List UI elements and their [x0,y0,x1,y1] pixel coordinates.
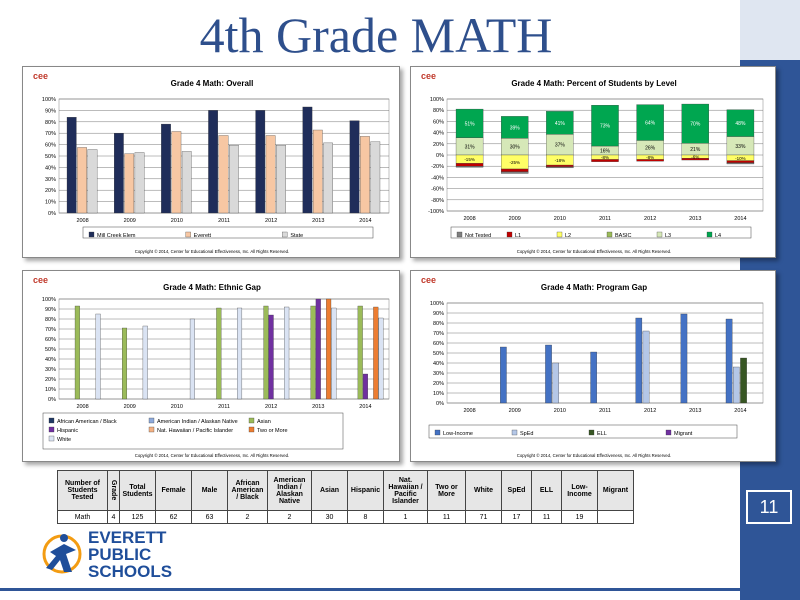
copyright-note: Copyright © 2014, Center for Educational Effectiveness, Inc. All Rights Reserved. [134,453,290,458]
brand-line-3: SCHOOLS [88,562,173,581]
bar-segment [501,172,528,174]
table-header-cell: White [466,471,502,511]
y-tick-label: 40% [44,165,56,172]
students-tested-table [57,470,634,524]
y-tick-label: 0% [48,397,56,403]
y-tick-label: 20% [44,377,56,383]
y-tick-label: 70% [432,331,444,337]
page-number: 11 [746,490,792,524]
table-cell: 11 [428,511,466,524]
legend-swatch [49,418,54,423]
bar [643,331,649,403]
legend-label: Not Tested [465,233,492,239]
x-tick-label: 2011 [599,408,611,414]
legend-label: L2 [565,233,572,239]
x-tick-label: 2010 [553,408,566,414]
y-tick-label: 30% [44,176,56,183]
x-tick-label: 2011 [218,404,230,410]
bar [316,299,321,399]
data-label: 26% [645,145,656,152]
x-tick-label: 2010 [170,218,183,224]
x-tick-label: 2014 [359,404,372,410]
data-label: -10% [735,155,746,161]
legend-swatch [507,232,512,237]
bar [135,152,144,213]
y-tick-label: -40% [431,175,444,182]
bar [726,319,732,403]
table-header-cell: Female [156,471,192,511]
y-tick-label: 80% [44,317,56,323]
table-header-cell: Low-Income [562,471,598,511]
y-tick-label: 100% [429,97,444,103]
legend-label: BASIC [615,233,632,239]
chart-svg [411,67,777,259]
table-cell [598,511,634,524]
y-tick-label: 70% [44,327,56,333]
x-tick-label: 2009 [508,216,521,222]
chart-panel-ethnic-gap [22,270,400,462]
legend-label: Migrant [674,431,693,437]
brand-name [88,529,172,580]
bar [326,299,331,399]
bar [733,367,739,403]
y-tick-label: -100% [428,209,444,215]
data-label: -25% [509,160,520,165]
x-tick-label: 2008 [463,216,476,222]
table-row [58,511,634,524]
y-tick-label: 90% [432,311,444,317]
legend-swatch [657,232,662,237]
x-tick-label: 2011 [599,216,611,222]
legend-swatch [49,427,54,432]
y-tick-label: -20% [431,164,444,171]
x-tick-label: 2012 [265,218,278,224]
data-label: 33% [735,143,746,150]
bar-segment [501,169,528,172]
table-header-row [58,471,634,511]
bar [190,319,195,399]
y-tick-label: 10% [44,199,56,206]
bar [256,110,265,213]
bar [373,307,378,399]
legend-swatch [49,436,54,441]
table-header-cell: Asian [312,471,348,511]
y-tick-label: -60% [431,186,444,193]
x-tick-label: 2008 [76,218,89,224]
table-cell: 19 [562,511,598,524]
bar [75,306,80,399]
cee-logo-icon: cee [33,275,49,285]
y-tick-label: 20% [44,188,56,195]
bar [358,306,363,399]
bar [88,150,97,213]
bar-segment [456,163,483,166]
x-tick-label: 2012 [644,216,657,222]
x-tick-label: 2014 [359,218,372,224]
y-tick-label: 0% [48,211,56,217]
y-tick-label: 80% [432,321,444,327]
legend-swatch [249,418,254,423]
y-tick-label: 10% [44,387,56,393]
bar [67,117,76,213]
legend-label: SpEd [520,431,534,437]
legend-label: White [57,437,72,443]
bar [114,133,123,213]
bar [77,147,86,213]
table-cell: 30 [312,511,348,524]
data-label: -8% [646,155,655,161]
legend-label: L3 [665,233,672,239]
bar [172,131,181,213]
bar [379,318,384,399]
x-tick-label: 2010 [170,404,183,410]
legend-label: Two or More [257,428,288,434]
data-label: 37% [554,142,565,149]
y-tick-label: 40% [44,357,56,363]
legend-swatch [435,430,440,435]
bar [545,345,551,403]
table-cell: 8 [348,511,384,524]
x-tick-label: 2012 [644,408,657,414]
data-label: 48% [735,121,746,128]
table-header-cell: SpEd [502,471,532,511]
data-label: -15% [464,157,475,163]
table-cell: Math [58,511,108,524]
bar-segment [546,167,573,168]
data-label: 70% [690,121,701,128]
x-tick-label: 2013 [312,404,325,410]
x-tick-label: 2008 [463,408,476,414]
y-tick-label: 80% [44,119,56,126]
bar [216,308,221,399]
legend-label: Hispanic [57,428,79,434]
legend-swatch [149,418,154,423]
y-tick-label: 90% [44,108,56,115]
table-cell: 17 [502,511,532,524]
y-tick-label: 60% [432,341,444,347]
bar [284,307,289,399]
bar [350,121,359,213]
bar [122,328,127,399]
legend-swatch [707,232,712,237]
legend-label: State [290,233,304,239]
data-label: -6% [691,154,700,160]
y-tick-label: -80% [431,197,444,204]
legend-swatch [186,232,191,237]
bar [313,130,322,213]
data-label: 51% [464,121,475,128]
bar-segment [727,161,754,163]
table-header-cell: Migrant [598,471,634,511]
bar [311,306,316,399]
table-header-cell: Number of Students Tested [58,471,108,511]
y-tick-label: 100% [429,301,444,307]
bar [237,308,242,399]
data-label: 30% [509,144,520,151]
legend-label: Nat. Hawaiian / Pacific Islander [157,428,234,434]
y-tick-label: 60% [432,119,444,126]
x-tick-label: 2009 [123,404,136,410]
table-header-cell: Hispanic [348,471,384,511]
x-tick-label: 2008 [76,404,89,410]
table-header-cell: American Indian / Alaskan Native [268,471,312,511]
chart-title: Grade 4 Math: Overall [170,79,254,88]
cee-logo-icon: cee [33,71,49,81]
copyright-note: Copyright © 2014, Center for Educational Effectiveness, Inc. All Rights Reserved. [134,249,290,254]
legend-label: L1 [515,233,522,239]
table-cell: 2 [268,511,312,524]
legend-swatch [512,430,517,435]
y-tick-label: 80% [432,108,444,115]
bar [276,145,285,213]
table-header-cell: Grade [108,471,120,511]
bar-segment [546,165,573,167]
y-tick-label: 20% [432,141,444,148]
table-cell: 2 [228,511,268,524]
data-label: 41% [554,120,565,127]
y-tick-label: 30% [44,367,56,373]
bar [264,306,269,399]
bar [363,374,368,399]
bar-segment [727,163,754,164]
copyright-note: Copyright © 2014, Center for Educational Effectiveness, Inc. All Rights Reserved. [516,453,672,458]
table-cell: 62 [156,511,192,524]
x-tick-label: 2014 [734,216,747,222]
legend-swatch [89,232,94,237]
bar [143,326,148,399]
cee-logo-icon: cee [421,71,437,81]
y-tick-label: 50% [432,351,444,357]
x-tick-label: 2009 [508,408,521,414]
bar [269,315,274,399]
y-tick-label: 50% [44,347,56,353]
bar [740,358,746,403]
chart-title: Grade 4 Math: Ethnic Gap [163,283,261,292]
data-label: -18% [554,158,566,164]
table-header-cell: African American / Black [228,471,268,511]
bar [360,136,369,213]
y-tick-label: 20% [432,381,444,387]
legend-swatch [666,430,671,435]
y-tick-label: 100% [41,97,56,103]
table-cell: 125 [120,511,156,524]
bar [96,314,101,399]
x-tick-label: 2011 [218,218,230,224]
bar [591,352,597,403]
chart-panel-program-gap [410,270,776,462]
table-header-cell: Male [192,471,228,511]
bottom-rule [0,588,740,591]
brand-line-1: EVERETT [88,528,167,547]
legend-label: Mill Creek Elem [97,233,136,239]
y-tick-label: 70% [44,131,56,138]
bar [500,347,506,403]
x-tick-label: 2012 [265,404,278,410]
table-header-cell: ELL [532,471,562,511]
chart-title: Grade 4 Math: Percent of Students by Level [511,79,677,88]
data-label: 73% [599,123,611,130]
y-tick-label: 60% [44,337,56,343]
bar [266,135,275,213]
chart-panel-levels [410,66,776,258]
chart-title: Grade 4 Math: Program Gap [540,283,648,292]
bar [303,107,312,213]
bar [208,110,217,213]
data-label: -8% [600,155,610,161]
chart-svg [411,271,777,463]
y-tick-label: 40% [432,361,444,367]
legend-swatch [282,232,287,237]
bar [636,318,642,403]
table-cell: 1 [384,511,428,524]
x-tick-label: 2013 [689,216,702,222]
y-tick-label: 90% [44,307,56,313]
data-label: 21% [690,147,701,154]
brand-line-2: PUBLIC [88,545,152,564]
page-title: 4th Grade MATH [199,7,553,63]
bar [371,142,380,213]
x-tick-label: 2014 [734,408,747,414]
legend-swatch [149,427,154,432]
legend-swatch [557,232,562,237]
bar [553,363,559,403]
legend-label: ELL [597,431,607,437]
bar [681,314,687,403]
bar [161,124,170,213]
table-cell: 11 [532,511,562,524]
chart-svg [23,271,401,463]
y-tick-label: 0% [436,401,444,407]
legend-swatch [457,232,462,237]
x-tick-label: 2013 [689,408,702,414]
bar [229,145,238,213]
data-label: 39% [509,125,520,132]
chart-panel-overall [22,66,400,258]
legend-label: Low-Income [443,431,473,437]
bar-segment [456,166,483,167]
bar [331,308,336,399]
x-tick-label: 2010 [553,216,566,222]
bar [125,154,134,213]
data-label: 31% [464,144,475,151]
y-tick-label: 60% [44,142,56,149]
data-label: 64% [645,120,656,127]
table-header-cell: Nat. Hawaiian / Pacific Islander [384,471,428,511]
table-cell: 4 [108,511,120,524]
legend-label: African American / Black [57,419,117,425]
x-tick-label: 2009 [123,218,136,224]
y-tick-label: 10% [432,391,444,397]
y-tick-label: 50% [44,154,56,160]
legend-swatch [589,430,594,435]
cee-logo-icon: cee [421,275,437,285]
legend-label: American Indian / Alaskan Native [157,419,238,425]
legend-label: L4 [715,233,722,239]
data-label: 16% [599,148,611,155]
bar [182,151,191,213]
legend-label: Asian [257,419,271,425]
table-header-cell: Two or More [428,471,466,511]
table-header-cell: Total Students [120,471,156,511]
table-cell: 63 [192,511,228,524]
y-tick-label: 40% [432,130,444,137]
x-tick-label: 2013 [312,218,325,224]
y-tick-label: 100% [41,297,56,303]
y-tick-label: 0% [436,153,444,159]
legend-box [451,227,751,238]
legend-swatch [607,232,612,237]
copyright-note: Copyright © 2014, Center for Educational Effectiveness, Inc. All Rights Reserved. [516,249,672,254]
bar [323,143,332,213]
table-cell: 71 [466,511,502,524]
bar [219,135,228,213]
y-tick-label: 30% [432,371,444,377]
chart-svg [23,67,401,259]
legend-swatch [249,427,254,432]
legend-label: Everett [193,233,212,239]
